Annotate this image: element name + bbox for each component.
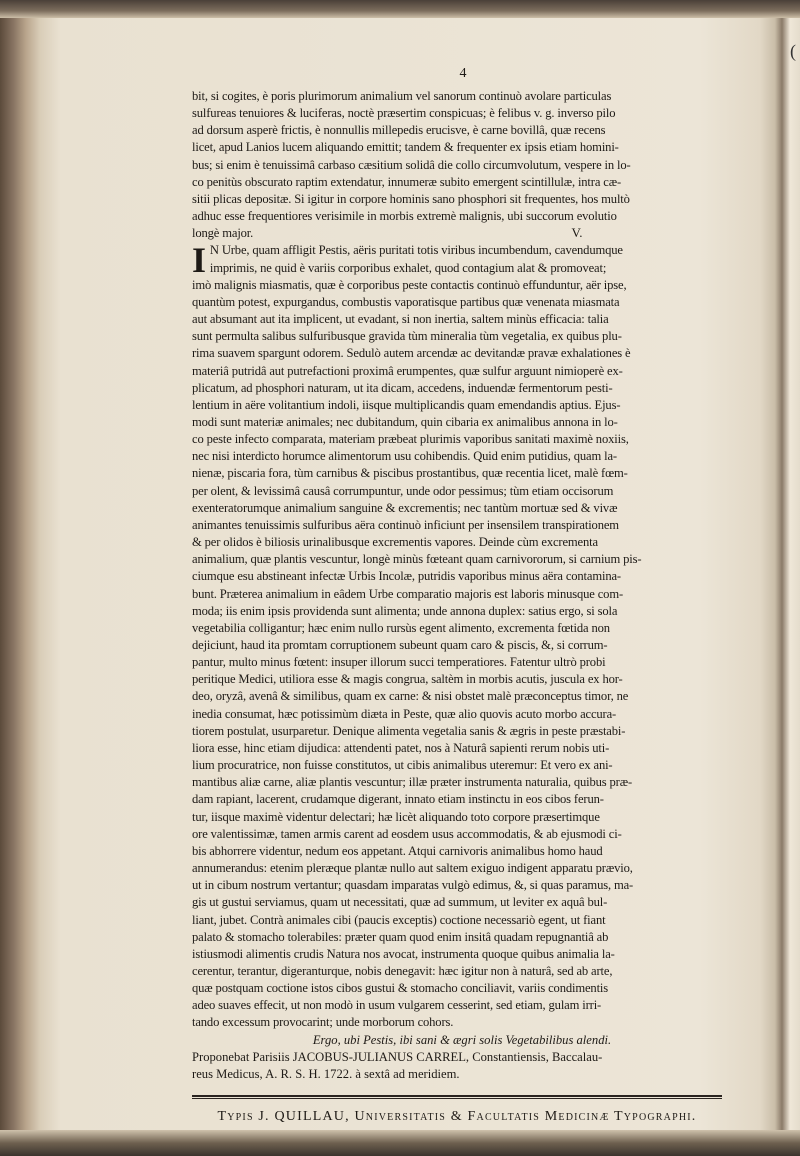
text-line: tiorem postulat, usurparetur. Denique alimenta vegetalia sanis & ægris in peste præstabi-: [192, 723, 626, 738]
text-line: nienæ, piscaria fora, tùm carnibus & piscibus prostantibus, quæ recentia licet, malè fœm-: [192, 466, 628, 481]
text-line: dejiciunt, haud ita promtam corruptionem subeunt quam caro & piscis, &, si corrum-: [192, 638, 608, 652]
page-text-block: [192, 66, 732, 1125]
text-line: N Urbe, quam affligit Pestis, aëris puritati totis viribus incumbendum, cavendumque: [209, 243, 623, 258]
text-line: bus; si enim è tenuissimâ carbaso cæsitium solidâ die collo circumvolutum, vespere in lo-: [192, 157, 631, 172]
text-line: tur, iisque maximè videntur delectari; hæ licèt aliquando toto corpore præsertimque: [192, 809, 600, 824]
text-line: animantes tenuissimis sulfuribus aëra continuò inficiunt per insensilem transpirationem: [192, 517, 619, 532]
text-line: ad dorsum asperè frictis, è nonnullis millepedis erucisve, è carne bovillâ, quæ recens: [192, 123, 606, 138]
text-line: aut absumant aut ita implicent, ut evadant, si non inertia, saltem minùs efficacia: talia: [192, 312, 609, 327]
horizontal-rule: [192, 1095, 722, 1099]
text-line: bit, si cogites, è poris plurimorum animalium vel sanorum continuò avolare particulas: [192, 89, 612, 103]
text-line: sitii plicas depositæ. Si igitur in corpore hominis sano phosphori sit frequentes, hos multò: [192, 191, 630, 206]
text-line: imò malignis miasmatis, quæ è corporibus peste contactis continuò effunduntur, aër ipse,: [192, 277, 627, 292]
continuation-paragraph: [192, 88, 732, 242]
book-bottom-edge: [0, 1130, 800, 1156]
facing-page-fragment: (: [790, 41, 796, 61]
book-top-edge: [0, 0, 800, 18]
text-line: deo, oryzâ, avenâ & similibus, quam ex carne: & nisi obstet malè præconceptus timor, ne: [192, 689, 629, 704]
printer-imprint: Typis J. QUILLAU, Universitatis & Facultatis Medicinæ Typographi.: [217, 1108, 697, 1124]
text-line: lentium in aëre volitantium indoli, iisque multiplicandis quam emendandis aptius. Ejus-: [192, 397, 621, 412]
text-line: inedia consumat, hæc potissimùm diæta in Peste, quæ alio quovis acuto morbo accura-: [192, 706, 617, 721]
text-line: modi sunt materiæ animales; nec dubitandum, quin cibaria ex animalibus annona in lo-: [192, 414, 618, 429]
text-line: sunt permulta salibus sulfuribusque gravida tùm mineralia tùm vegetalia, ex quibus plu-: [192, 329, 622, 344]
text-line: vegetabilia colligantur; hæc enim nullo rursùs egent alimento, excrementa fœtida non: [192, 620, 610, 635]
text-line: palato & stomacho tolerabiles: præter quam quod enim insitâ quadam repugnantiâ ab: [192, 929, 609, 944]
text-line: adhuc esse frequentiores verisimile in morbis extremè malignis, ubi succorum evolutio: [192, 209, 617, 224]
text-line: adeo suaves effecit, ut non modò in usum vulgarem cesserint, sed etiam, gulam irri-: [192, 998, 602, 1013]
text-line: pantur, multo minus fœtent: insuper illorum succi temperatiores. Fatentur ultrò probi: [192, 655, 606, 670]
text-line: liora esse, hinc etiam dijudica: attendenti patet, nos à Naturâ sapienti rerum nobis uti-: [192, 740, 610, 755]
text-line: nec nisi interdicto horumce alimentorum usu cohibendis. Quid enim putidius, quam la-: [192, 449, 617, 464]
text-line: sulfureas tenuiores & luciferas, noctè præsertim conspicuas; è felibus v. g. inverso pilo: [192, 106, 616, 121]
text-line: co penitùs obscuratо raptim extendatur, innumeræ subito emergent scintillulæ, intra cæ-: [192, 174, 621, 189]
text-line: & per olidos è biliosis urinalibusque excrementis vapores. Deinde cùm excrementa: [192, 535, 598, 550]
text-line: istiusmodi alimentis crudis Natura nos avocat, instrumenta quoque quibus animalia la-: [192, 946, 615, 961]
text-line: co peste infecto comparata, materiam præbeat plurimis vaporibus sanitati maximè noxiis,: [192, 432, 629, 447]
text-line: ore valentissimæ, tamen armis carent ad eosdem usus accommodatis, & ab ejusmodi ci-: [192, 826, 622, 841]
text-line: mantibus aliæ carne, aliæ plantis vescuntur; illæ præter instrumenta naturalia, quibus præ-: [192, 775, 632, 790]
main-paragraph: [192, 242, 732, 1031]
section-number: V.: [571, 225, 583, 241]
text-line: quæ postquam coctione istos cibos gustui & stomacho conciliavit, variis condimentis: [192, 981, 609, 996]
text-line: materiâ putridâ aut putrefactioni proximâ erumpentes, quæ sulfur arguunt nimioperè ex-: [192, 363, 623, 378]
text-line: liant, jubet. Contrà animales cibi (paucis exceptis) coctione necessariò egent, ut fiant: [192, 912, 606, 927]
text-line: imprimis, ne quid è variis corporibus exhalet, quod contagium alat & promoveat;: [209, 260, 607, 275]
drop-initial: I: [192, 240, 206, 281]
proponebat-line: [192, 1049, 732, 1083]
text-line: animalium, quæ plantis vescuntur, longè minùs fœteant quam carnivororum, si carnium pis-: [192, 552, 642, 567]
text-line: gis ut gustui serviamus, quam ut necessitati, quæ ad summum, ut leviter ex aquâ bul-: [192, 895, 608, 910]
text-line: longè major.: [192, 226, 254, 241]
text-line: dam rapiant, lacerent, crudamque digerant, innato etiam instinctu in eos cibos ferun-: [192, 792, 604, 807]
text-line: reus Medicus, A. R. S. H. 1722. à sextâ ad meridiem.: [192, 1066, 460, 1081]
text-line: peritique Medici, utiliora esse & magis congrua, saltèm in morbis acutis, jusculа ex hor-: [192, 672, 623, 687]
text-line: plicatum, ad phosphori naturam, ut ita dicam, accedens, induendæ fermentorum pesti-: [192, 380, 613, 395]
text-line: bis abhorrere videntur, nedum eos appetant. Atqui carnivoris animalibus homo haud: [192, 843, 603, 858]
text-line: ciumque esu abstineant infectæ Urbis Incolæ, putridis vaporibus minus aëra contamina-: [192, 569, 621, 584]
text-line: licet, apud Lanios lucem aliquando emittit; tandem & frequenter ex ipsis etiam homini-: [192, 140, 619, 155]
text-line: bunt. Præterea animalium in eâdem Urbe comparatio majoris est laboris minusque com-: [192, 586, 624, 601]
text-line: quantùm potest, expurgandus, combustis vaporatisque partibus quæ venenata miasmata: [192, 294, 620, 309]
thesis-statement: Ergo, ubi Pestis, ibi sani & ægri solis Vegetabilibus alendi.: [312, 1032, 612, 1047]
page-number: 4: [459, 66, 467, 81]
text-line: cerentur, terantur, digeranturque, nobis denegavit: hæc igitur non à naturâ, sed ab arte,: [192, 963, 613, 978]
text-line: Proponebat Parisiis JACOBUS-JULIANUS CARREL, Constantiensis, Baccalau-: [192, 1049, 603, 1064]
text-line: exenteratorumque animalium sanguine & excrementis; nec tantùm mortuæ sed & vivæ: [192, 500, 618, 515]
text-line: tando excessum provocarint; unde morborum cohors.: [192, 1015, 454, 1030]
text-line: ut in cibum nostrum vertantur; quasdam imparatas vulgò edimus, &, si quas paramus, ma-: [192, 878, 634, 893]
text-line: annumerandus: etenim pleræque plantæ nullo aut saltem exiguo indigent apparatu prævio,: [192, 861, 633, 876]
text-line: per olent, & levissimâ causâ corrumpuntur, unde odor pessimus; tùm etiam occisorum: [192, 483, 614, 498]
text-line: lium procuratrice, non fuisse constitutos, ut cibis animalibus uteremur: Et vero ex ani-: [192, 758, 613, 773]
text-line: rima suavem spargunt odorem. Sedulò autem arcendæ ac devitandæ pravæ exhalationes è: [192, 346, 631, 361]
text-line: moda; iis enim ipsis providenda sunt alimenta; unde annona duplex: satius ergo, si sola: [192, 603, 618, 618]
